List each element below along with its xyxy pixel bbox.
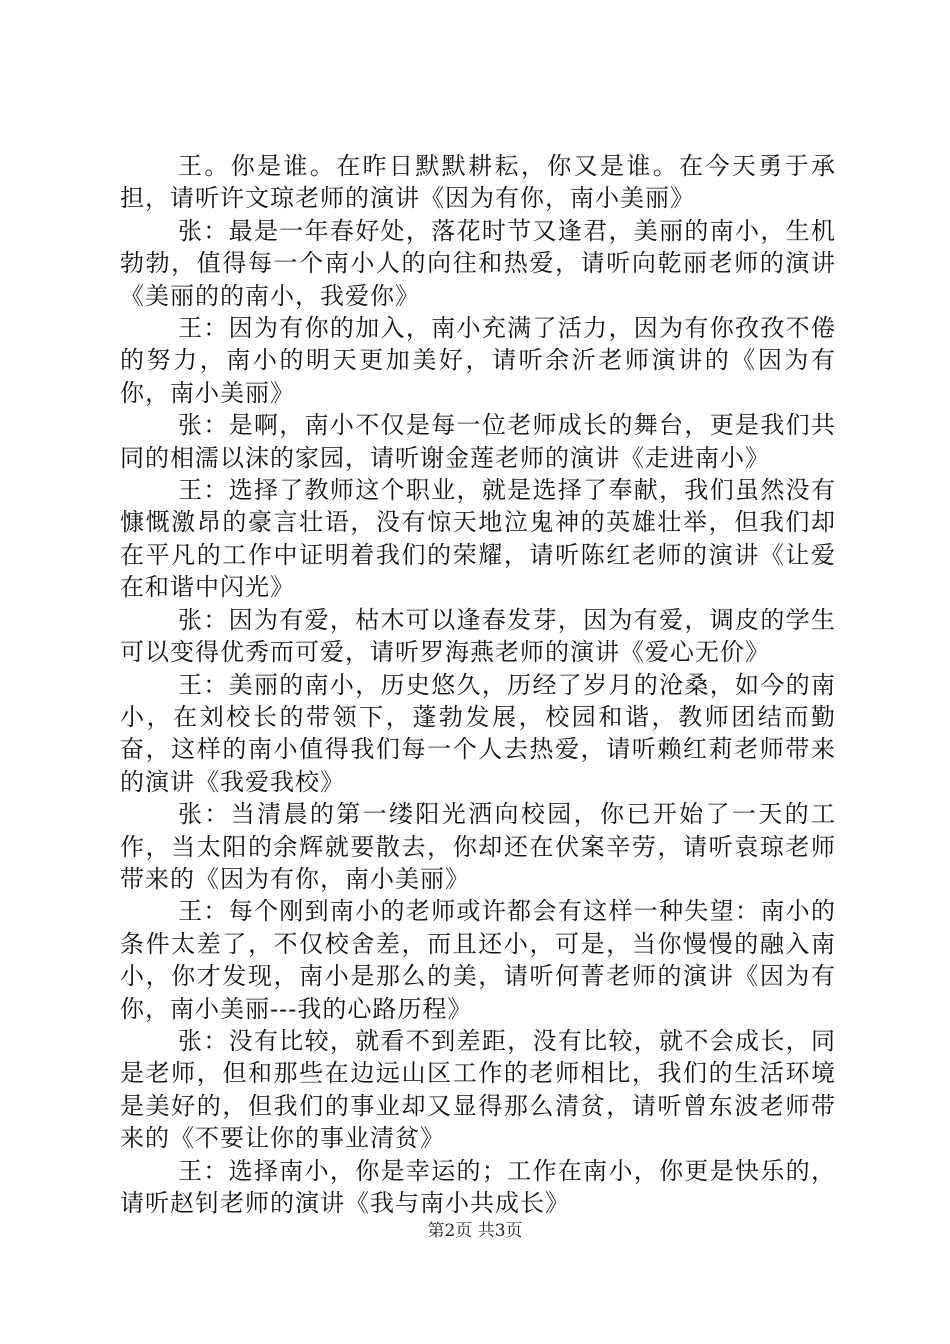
- paragraph: 王：因为有你的加入，南小充满了活力，因为有你孜孜不倦的努力，南小的明天更加美好，请听余沂老师演讲的《因为有你，南小美丽》: [120, 314, 836, 407]
- paragraph: 张：因为有爱，枯木可以逢春发芽，因为有爱，调皮的学生可以变得优秀而可爱，请听罗海燕老师的演讲《爱心无价》: [120, 605, 836, 667]
- paragraph: 王：每个刚到南小的老师或许都会有这样一种失望：南小的条件太差了，不仅校舍差，而且还小，可是，当你慢慢的融入南小，你才发现，南小是那么的美，请听何菁老师的演讲《因为有你，南小美丽---我的心路历程》: [120, 897, 836, 1023]
- document-body: [120, 150, 836, 1219]
- paragraph: 王：选择了教师这个职业，就是选择了奉献，我们虽然没有慷慨激昂的豪言壮语，没有惊天地泣鬼神的英雄壮举，但我们却在平凡的工作中证明着我们的荣耀，请听陈红老师的演讲《让爱在和谐中闪光》: [120, 476, 836, 602]
- paragraph: 张：是啊，南小不仅是每一位老师成长的舞台，更是我们共同的相濡以沫的家园，请听谢金莲老师的演讲《走进南小》: [120, 411, 836, 472]
- paragraph: 张：没有比较，就看不到差距，没有比较，就不会成长，同是老师，但和那些在边远山区工作的老师相比，我们的生活环境是美好的，但我们的事业却又显得那么清贫，请听曾东波老师带来的《不要让你的事业清贫》: [120, 1026, 836, 1153]
- paragraph: 王：美丽的南小，历史悠久，历经了岁月的沧桑，如今的南小，在刘校长的带领下，蓬勃发展，校园和谐，教师团结而勤奋，这样的南小值得我们每一个人去热爱，请听赖红莉老师带来的演讲《我爱我校》: [120, 670, 836, 796]
- paragraph: 张：最是一年春好处，落花时节又逢君，美丽的南小，生机勃勃，值得每一个南小人的向往和热爱，请听向乾丽老师的演讲《美丽的的南小，我爱你》: [120, 216, 836, 310]
- paragraph: 王。你是谁。在昨日默默耕耘，你又是谁。在今天勇于承担，请听许文琼老师的演讲《因为有你，南小美丽》: [120, 152, 836, 213]
- paragraph: 王：选择南小，你是幸运的；工作在南小，你更是快乐的，请听赵钊老师的演讲《我与南小共成长》: [120, 1156, 836, 1217]
- page-number-footer: 第2页 共3页: [427, 1221, 523, 1241]
- paragraph: 张：当清晨的第一缕阳光洒向校园，你已开始了一天的工作，当太阳的余辉就要散去，你却还在伏案辛劳，请听袁琼老师带来的《因为有你，南小美丽》: [120, 800, 836, 893]
